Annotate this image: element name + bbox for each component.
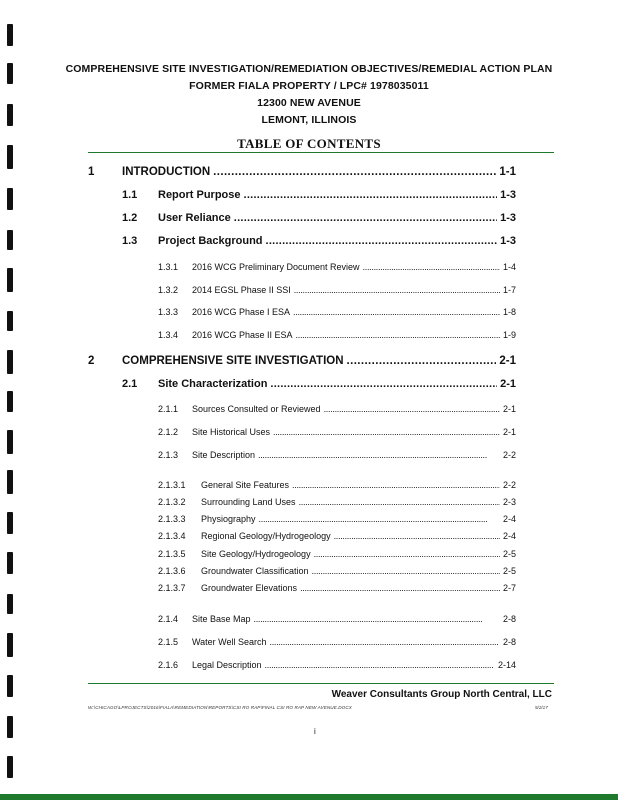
toc-entry-site-characterization[interactable] [122, 378, 516, 390]
toc-leader-dots [265, 660, 495, 670]
toc-entry-number: 2.1 [122, 378, 138, 390]
toc-entry-label: Site Geology/Hydrogeology [201, 549, 311, 559]
binder-hole [7, 633, 13, 657]
toc-leader-dots [234, 212, 497, 224]
toc-leader-dots [363, 262, 500, 272]
toc-entry-number: 1.1 [122, 189, 138, 201]
toc-entry-page: 1-9 [502, 330, 516, 340]
toc-entry-number: 2 [88, 355, 95, 367]
toc-entry-number: 2.1.3.4 [158, 531, 186, 541]
toc-entry-page: 1-1 [499, 166, 516, 178]
toc-entry-wcg-phase-i-esa[interactable] [158, 307, 516, 317]
toc-entry-label: Regional Geology/Hydrogeology [201, 531, 331, 541]
toc-entry-label: Site Characterization [158, 378, 268, 390]
toc-entry-report-purpose[interactable] [122, 189, 516, 201]
toc-entry-label: Report Purpose [158, 189, 241, 201]
toc-entry-legal-description[interactable] [158, 660, 516, 670]
toc-entry-comprehensive-site-investigation[interactable] [88, 355, 516, 367]
toc-entry-label: Project Background [158, 235, 263, 247]
toc-entry-physiography[interactable] [158, 514, 516, 524]
toc-entry-page: 2-8 [502, 614, 516, 624]
toc-leader-dots [347, 355, 497, 367]
toc-entry-label: INTRODUCTION [122, 166, 211, 178]
toc-leader-dots [266, 235, 498, 247]
toc-entry-egsl-phase-ii-ssi[interactable] [158, 285, 516, 295]
toc-entry-number: 2.1.3.5 [158, 549, 186, 559]
footer-company-name: Weaver Consultants Group North Central, LLC [331, 689, 552, 700]
toc-entry-general-site-features[interactable] [158, 480, 516, 490]
toc-entry-page: 2-5 [502, 549, 516, 559]
toc-leader-dots [292, 480, 500, 490]
toc-leader-dots [270, 378, 497, 390]
page-bottom-edge [0, 794, 618, 800]
toc-entry-label: Site Description [192, 450, 256, 460]
toc-entry-label: Site Historical Uses [192, 427, 271, 437]
toc-leader-dots [293, 307, 500, 317]
toc-entry-wcg-phase-ii-esa[interactable] [158, 330, 516, 340]
toc-entry-number: 2.1.3.3 [158, 514, 186, 524]
toc-leader-dots [213, 166, 496, 178]
binder-hole [7, 311, 13, 331]
toc-entry-site-description[interactable] [158, 450, 516, 460]
toc-entry-site-base-map[interactable] [158, 614, 516, 624]
toc-entry-label: Groundwater Elevations [201, 583, 298, 593]
toc-entry-number: 2.1.3.7 [158, 583, 186, 593]
footer-rule [88, 683, 554, 684]
toc-entry-label: Sources Consulted or Reviewed [192, 404, 321, 414]
toc-entry-groundwater-elevations[interactable] [158, 583, 516, 593]
binder-hole [7, 675, 13, 697]
toc-entry-label: Water Well Search [192, 637, 267, 647]
toc-entry-label: Site Base Map [192, 614, 251, 624]
toc-entry-page: 2-14 [497, 660, 516, 670]
toc-entry-number: 2.1.3 [158, 450, 179, 460]
toc-entry-page: 2-5 [502, 566, 516, 576]
toc-entry-page: 2-8 [502, 637, 516, 647]
toc-entry-groundwater-classification[interactable] [158, 566, 516, 576]
toc-entry-page: 1-4 [502, 262, 516, 272]
toc-entry-label: COMPREHENSIVE SITE INVESTIGATION [122, 355, 344, 367]
toc-entry-number: 2.1.5 [158, 637, 179, 647]
toc-entry-label: Groundwater Classification [201, 566, 309, 576]
title-rule [88, 152, 554, 153]
toc-entry-label: Legal Description [192, 660, 262, 670]
toc-entry-page: 1-3 [500, 189, 516, 201]
toc-entry-project-background[interactable] [122, 235, 516, 247]
toc-entry-page: 2-3 [502, 497, 516, 507]
toc-entry-label: Physiography [201, 514, 256, 524]
toc-entry-label: General Site Features [201, 480, 290, 490]
toc-entry-number: 1.3.4 [158, 330, 179, 340]
binder-hole [7, 512, 13, 534]
toc-entry-site-geology[interactable] [158, 549, 516, 559]
toc-entry-page: 1-8 [502, 307, 516, 317]
toc-entry-number: 2.1.3.1 [158, 480, 186, 490]
toc-entry-page: 2-7 [502, 583, 516, 593]
header-title-line: COMPREHENSIVE SITE INVESTIGATION/REMEDIATION OBJECTIVES/REMEDIAL ACTION PLAN [65, 63, 553, 75]
toc-entry-page: 2-1 [500, 378, 516, 390]
toc-entry-page: 1-3 [500, 235, 516, 247]
binder-hole [7, 552, 13, 574]
toc-entry-number: 2.1.1 [158, 404, 179, 414]
toc-entry-user-reliance[interactable] [122, 212, 516, 224]
header-property-line: FORMER FIALA PROPERTY / LPC# 1978035011 [189, 80, 429, 92]
binder-hole [7, 268, 13, 292]
footer-date: 5/2/17 [535, 705, 548, 710]
binder-hole [7, 430, 13, 454]
header-address-line: 12300 NEW AVENUE [257, 97, 361, 109]
toc-entry-introduction[interactable] [88, 166, 516, 178]
toc-entry-number: 1.2 [122, 212, 138, 224]
toc-leader-dots [300, 583, 500, 593]
toc-entry-page: 2-4 [502, 531, 516, 541]
toc-title: TABLE OF CONTENTS [237, 136, 381, 151]
toc-entry-page: 2-1 [502, 427, 516, 437]
toc-entry-sources-consulted[interactable] [158, 404, 516, 414]
header-city-line: LEMONT, ILLINOIS [261, 114, 357, 126]
binder-hole [7, 716, 13, 738]
page-number: i [314, 727, 316, 736]
toc-entry-label: 2016 WCG Phase I ESA [192, 307, 291, 317]
binder-hole [7, 350, 13, 374]
toc-entry-label: 2014 EGSL Phase II SSI [192, 285, 291, 295]
toc-leader-dots [314, 549, 500, 559]
toc-entry-regional-geology[interactable] [158, 531, 516, 541]
toc-entry-page: 2-1 [499, 355, 516, 367]
binder-hole [7, 470, 13, 494]
toc-entry-label: 2016 WCG Phase II ESA [192, 330, 293, 340]
toc-entry-number: 1.3.2 [158, 285, 179, 295]
toc-entry-number: 2.1.2 [158, 427, 179, 437]
toc-entry-page: 2-2 [502, 450, 516, 460]
toc-leader-dots [294, 285, 500, 295]
toc-entry-page: 2-2 [502, 480, 516, 490]
toc-entry-number: 1.3 [122, 235, 138, 247]
toc-leader-dots [258, 450, 500, 460]
binder-hole [7, 756, 13, 778]
toc-entry-number: 1 [88, 166, 95, 178]
toc-entry-label: Surrounding Land Uses [201, 497, 296, 507]
toc-entry-page: 1-3 [500, 212, 516, 224]
toc-entry-number: 1.3.1 [158, 262, 179, 272]
toc-leader-dots [273, 427, 500, 437]
toc-entry-site-historical-uses[interactable] [158, 427, 516, 437]
toc-entry-preliminary-document-review[interactable] [158, 262, 516, 272]
toc-leader-dots [244, 189, 498, 201]
toc-leader-dots [334, 531, 500, 541]
binder-hole [7, 24, 13, 46]
footer-file-path: W:\CHICAGO\LPROJECTS\2016\FIALA\REMEDIATION\REPORTS\CSI RO RAP\FINAL CSI RO RAP NEW AVENUE.DOCX [88, 705, 352, 710]
toc-entry-number: 2.1.3.2 [158, 497, 186, 507]
toc-entry-water-well-search[interactable] [158, 637, 516, 647]
binder-hole [7, 188, 13, 210]
toc-leader-dots [296, 330, 500, 340]
toc-leader-dots [270, 637, 500, 647]
toc-entry-number: 1.3.3 [158, 307, 179, 317]
binder-hole [7, 230, 13, 250]
toc-leader-dots [259, 514, 500, 524]
toc-entry-surrounding-land-uses[interactable] [158, 497, 516, 507]
toc-entry-page: 2-1 [502, 404, 516, 414]
toc-entry-label: User Reliance [158, 212, 231, 224]
toc-leader-dots [312, 566, 500, 576]
binder-hole [7, 391, 13, 412]
toc-entry-number: 2.1.3.6 [158, 566, 186, 576]
toc-entry-number: 2.1.6 [158, 660, 179, 670]
toc-entry-number: 2.1.4 [158, 614, 179, 624]
toc-entry-page: 1-7 [502, 285, 516, 295]
toc-entry-label: 2016 WCG Preliminary Document Review [192, 262, 360, 272]
toc-entry-page: 2-4 [502, 514, 516, 524]
toc-leader-dots [254, 614, 500, 624]
toc-leader-dots [299, 497, 500, 507]
binder-hole [7, 594, 13, 614]
toc-leader-dots [324, 404, 500, 414]
